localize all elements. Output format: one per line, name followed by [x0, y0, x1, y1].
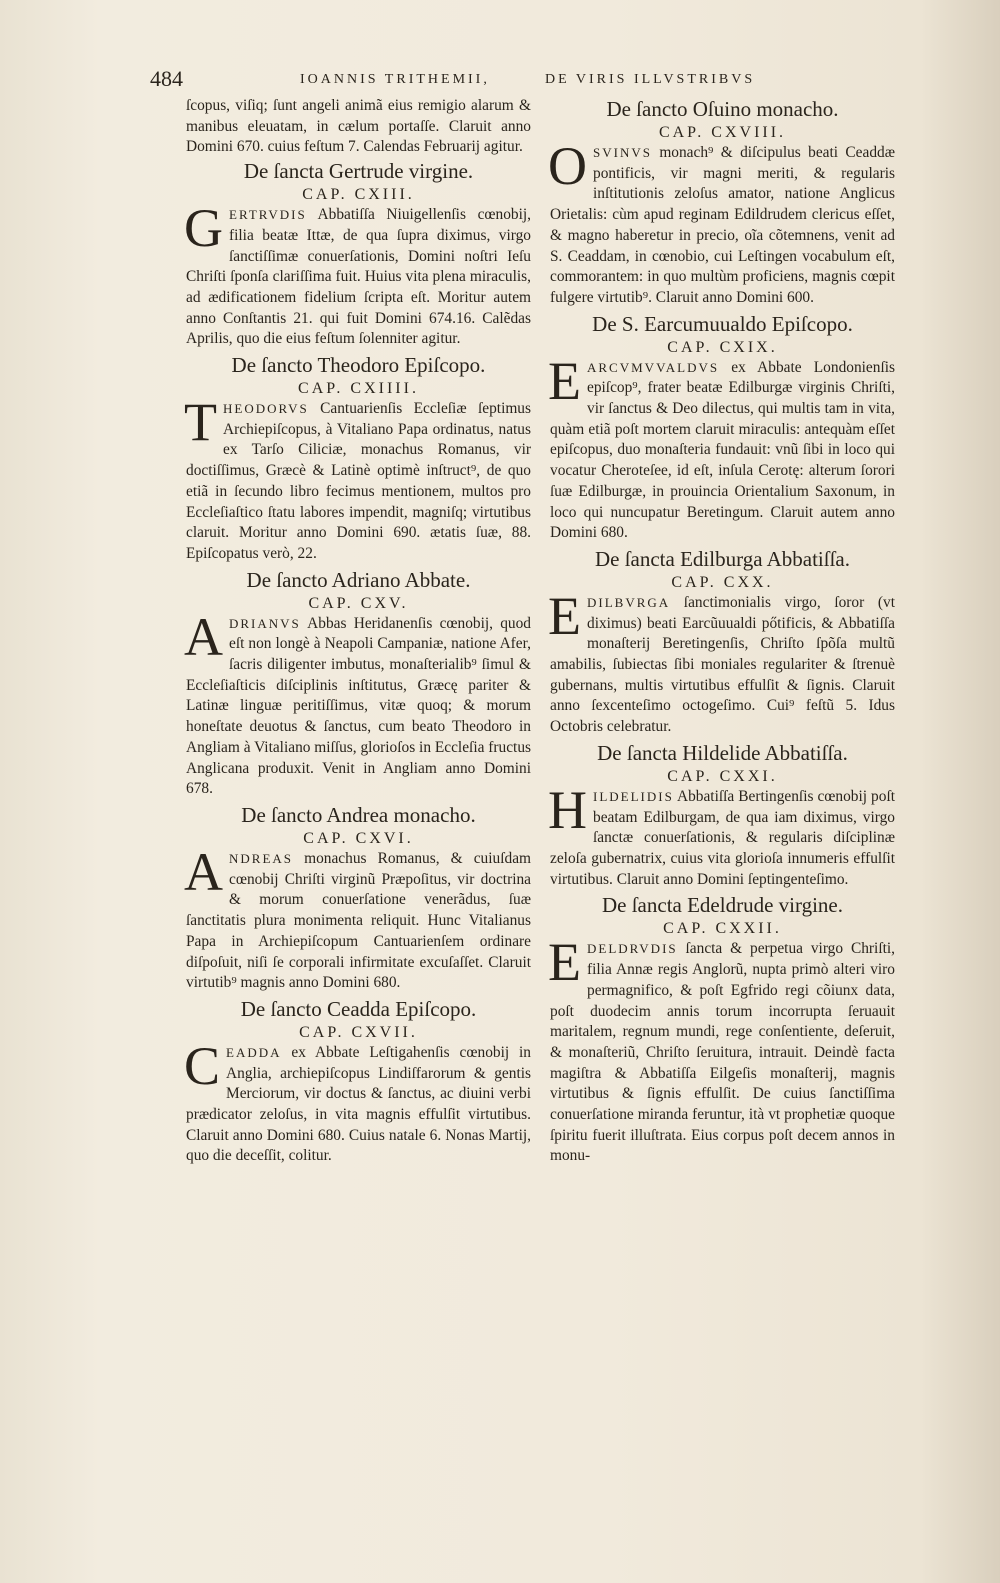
entry-text: Abbas Heridanenſis cœnobij, quod eſt non longè à Neapoli Campaniæ, natione Afer, ſacris diligenter imbutus, monaſterialib⁹ ſimul & Eccleſiaſticis diſciplinis inſtitutus, Græcę pariter & Latinæ linguæ peritiſſimus, vitæ quoq; & morum honeſtate deuotus & ſanctus, cum beato Theodoro in Angliam à Vitaliano miſſus, glorioſos in Eccleſia fructus Anglicana produxit. Venit in Angliam anno Domini 678. [186, 614, 532, 798]
drop-capital: E [548, 350, 581, 411]
drop-capital: H [548, 779, 587, 840]
entry-gertrude [186, 158, 531, 350]
drop-capital: T [184, 392, 217, 453]
entry-theodore [186, 352, 531, 565]
entry-etheldreda [550, 892, 895, 1167]
drop-capital: O [548, 136, 587, 196]
entry-heading: De ſancta Gertrude virgine. [243, 159, 474, 184]
entry-body [184, 606, 532, 800]
entry-lead-word: ILDELIDIS [593, 788, 674, 804]
chapter-number: CAP. CXIII. [302, 186, 415, 204]
entry-text: Cantuarienſis Eccleſiæ ſeptimus Archiepiſcopus, à Vitaliano Papa ordinatus, natus ex Tarſo Ciliciæ, monachus Romanus, vir doctiſſimus, Græcè & Latinè optimè inſtruct⁹, de quo etiã in ſecundo libro fecimus mentionem, multos pro Eccleſiaſtico ſtatu labores impendit, magniſq; virtutibus claruit. Moritur anno Domini 690. ætatis ſuæ, 88. Epiſcopatus verò, 22. [186, 400, 531, 562]
header-work-title: DE VIRIS ILLVSTRIBVS [545, 72, 756, 87]
running-header [150, 66, 840, 96]
drop-capital: A [184, 606, 223, 667]
left-column [186, 96, 531, 1169]
page-number: 484 [150, 66, 183, 91]
entry-text: ex Abbate Londonienſis epiſcop⁹, frater beatæ Edilburgæ virginis Chriſti, vir ſanctus & Deo dilectus, qui multis tam in vita, quàm etiã poſt mortem claruit miraculis: antequàm eſſet epiſcopus, duo monaſteria fundauit: vnũ ſibi in loco qui vocatur Cheroteſee, id eſt, inſula Cerotę: alterum ſorori ſuæ Edilburgæ, in prouincia Orientalium Saxonum, in loco qui nuncupatur Beretingum. Claruit autem anno Domini 680. [550, 358, 895, 542]
entry-text: ex Abbate Leſtigahenſis cœnobij in Anglia, archiepiſcopus Lindiſfarorum & gentis Merciorum, vir doctus & ſanctus, ac diuini verbi prædicator zeloſus, in vita magnis effulſit virtutibus. Claruit anno Domini 680. Cuius natale 6. Nonas Martij, quo die deceſſit, colitur. [186, 1043, 531, 1165]
entry-heading: De ſancta Edilburga Abbatiſſa. [594, 546, 851, 571]
entry-body [548, 585, 895, 738]
drop-capital: C [184, 1035, 221, 1096]
entry-body [184, 392, 531, 565]
entry-lead-word: DILBVRGA [587, 594, 671, 610]
chapter-number: CAP. CXX. [671, 573, 774, 591]
entry-earconwald [550, 311, 895, 544]
chapter-number: CAP. CXVI. [303, 829, 414, 847]
drop-capital: G [184, 198, 223, 259]
entry-ethelburga [550, 546, 895, 738]
entry-lead-word: ARCVMVVALDVS [587, 359, 720, 375]
entry-lead-word: ERTRVDIS [229, 207, 307, 223]
entry-lead-word: DRIANVS [229, 615, 301, 631]
entry-text: ſancta & perpetua virgo Chriſti, filia Annæ regis Anglorũ, nupta primò alteri viro permagnifico, & poſt Egfrido regi cõiunx data, poſt duodecim annis torum incorrupta ſeruauit maritalem, regnum mundi, rege conſentiente, deſeruit, & monaſteriũ, Chriſto ſeruitura, intrauit. Deindè facta magiſtra & Abbatiſſa Eilgeſis monaſterij, magnis virtutibus & ſignis effulſit. De cuius ſanctiſſima conuerſatione miranda feruntur, ità vt prophetiæ quoque ſpiritu fuerit illuſtrata. Eius corpus poſt decem annos in monu- [550, 940, 895, 1165]
entry-heading: De S. Earcumuualdo Epiſcopo. [592, 311, 853, 336]
entry-body [184, 198, 531, 350]
entry-body [184, 1035, 531, 1167]
entry-lead-word: SVINVS [593, 145, 652, 160]
entry-body [548, 136, 895, 309]
entry-text: monach⁹ & diſcipulus beati Ceaddæ pontificis, vir magni meriti, & regularis inſtitutionis zeloſus amator, natione Anglicus Orietalis: cùm apud reginam Edildrudem clericus eſſet, & magno haberetur in precio, oĩa cõtemnens, venit ad S. Ceaddam, in cœnobio, cui Leſtingen vocabulum eſt, commorantem: in quo multùm proficiens, magnis cœpit fulgere virtutib⁹. Claruit anno Domini 600. [550, 144, 895, 306]
entry-andrew [186, 802, 531, 994]
entry-heading: De ſancto Ceadda Epiſcopo. [240, 996, 477, 1021]
chapter-number: CAP. CXIIII. [298, 380, 419, 398]
drop-capital: E [548, 585, 581, 646]
right-column [550, 96, 895, 1169]
entry-heading: De ſancto Oſuino monacho. [606, 97, 839, 121]
drop-capital: E [548, 932, 581, 993]
entry-adrian [186, 567, 531, 800]
entry-body [548, 779, 895, 891]
entry-heading: De ſancta Hildelide Abbatiſſa. [597, 740, 848, 765]
entry-body [548, 350, 895, 544]
entry-ceadda [186, 996, 531, 1167]
entry-body [184, 841, 531, 994]
entry-heading: De ſancto Adriano Abbate. [246, 567, 471, 592]
entry-lead-word: EADDA [226, 1044, 282, 1060]
chapter-number: CAP. CXXII. [663, 920, 782, 938]
chapter-number: CAP. CXIX. [667, 338, 778, 356]
chapter-number: CAP. CXVIII. [658, 124, 787, 141]
chapter-number: CAP. CXV. [308, 594, 409, 612]
entry-body [548, 932, 895, 1167]
drop-capital: A [184, 841, 223, 902]
continuation-text: ſcopus, viſiq; ſunt angeli animã eius remigio alarum & manibus eleuatam, in cælum portaſſe. Claruit anno Domini 670. cuius feſtum 7. Calendas Februarij agitur. [186, 97, 531, 156]
chapter-number: CAP. CXVII. [299, 1023, 418, 1041]
entry-text: Abbatiſſa Bertingenſis cœnobij poſt beatam Edilburgam, de qua iam diximus, virgo ſanctæ conuerſationis, & regularis diſciplinæ zeloſa gubernatrix, cuius vita glorioſa innumeris effulſit virtutibus. Claruit anno Domini ſeptingenteſimo. [550, 787, 895, 888]
header-author: IOANNIS TRITHEMII, [300, 72, 490, 87]
entry-hildelith [550, 740, 895, 891]
entry-lead-word: NDREAS [229, 850, 294, 866]
entry-text: Abbatiſſa Niuigellenſis cœnobij, filia beatæ Ittæ, de qua ſupra diximus, virgo ſanctiſſimæ conuerſationis, Domini noſtri Ieſu Chriſti ſponſa clariſſima fuit. Huius vita plena miraculis, ad ædificationem fidelium ſcripta eſt. Moritur autem anno Conſtantis 21. qui fuit Domini 674.16. Calẽdas Aprilis, quo die eius feſtum ſolenniter agitur. [186, 206, 531, 348]
chapter-number: CAP. CXXI. [667, 767, 778, 785]
entry-heading: De ſancto Theodoro Epiſcopo. [231, 353, 486, 378]
entry-text: monachus Romanus, & cuiuſdam cœnobij Chriſti virginũ Præpoſitus, vir doctrina & morum conuerſatione venerãdus, ſuæ ſanctitatis plura monimenta reliquit. Hunc Vitalianus Papa in Archiepiſcopum Cantuarienſem ordinare diſpoſuit, niſi ſe corporali infirmitate excuſaſſet. Claruit virtutib⁹ magnis anno Domini 680. [186, 849, 531, 992]
entry-lead-word: HEODORVS [223, 401, 309, 417]
entry-oswin [550, 96, 895, 309]
entry-heading: De ſancto Andrea monacho. [241, 802, 476, 827]
entry-lead-word: DELDRVDIS [587, 941, 678, 957]
entry-heading: De ſancta Edeldrude virgine. [601, 893, 844, 918]
entry-text: ſanctimonialis virgo, ſoror (vt diximus) beati Earcũuualdi pőtificis, & Abbatiſſa monaſterij Beretingenſis, Chriſto ſpõſa multũ amabilis, ſubiectas ſibi moniales regulariter & ſtrenuè gubernans, multis virtutibus effulſit & ſignis. Claruit anno ſexcenteſimo octogeſimo. Cui⁹ feſtũ 5. Idus Octobris celebratur. [550, 593, 895, 736]
